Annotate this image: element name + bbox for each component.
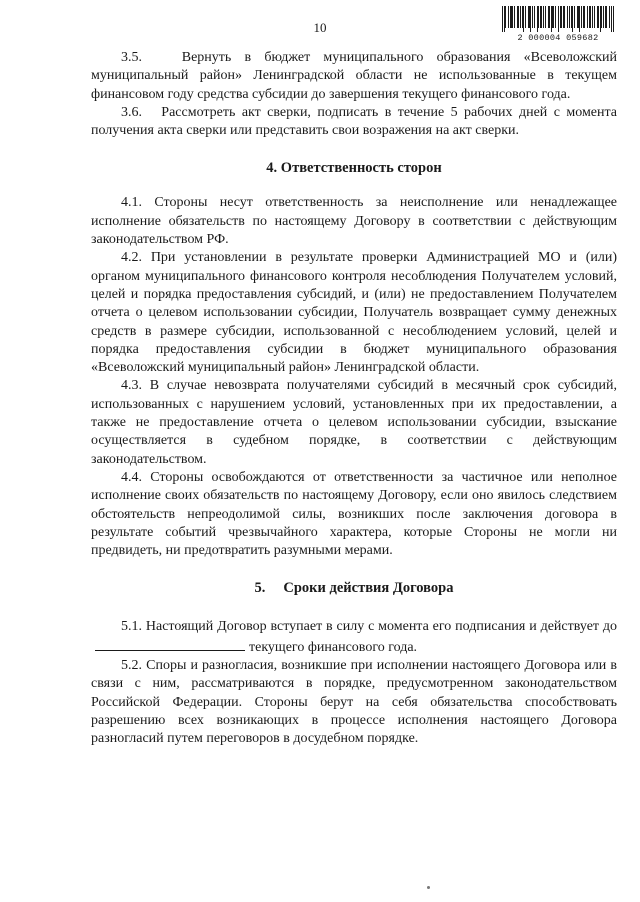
paragraph-3-5	[91, 49, 617, 104]
paragraph-4-3	[91, 377, 617, 468]
paragraph-text: Стороны несут ответственность за неисполнение или ненадлежащее исполнение обязательств по настоящему Договору в соответствии с действующим законодательством РФ.	[91, 195, 618, 248]
barcode	[502, 6, 614, 43]
section-5-title-text: Сроки действия Договора	[283, 580, 454, 597]
paragraph-5-1	[91, 618, 617, 657]
section-5-title	[91, 579, 617, 597]
paragraph-number: 4.3.	[121, 378, 142, 394]
paragraph-number: 3.6.	[121, 104, 142, 120]
section-4-title: 4. Ответственность сторон	[266, 160, 442, 177]
paragraph-text: Споры и разногласия, возникшие при исполнении настоящего Договора или в связи с ним, рассматриваются в порядке, предусмотренном законодательством Российской Федерации. Стороны берут на себя обязательства способствовать разрешению всех возникающих в процессе исполнения настоящего Договора разногласий путем переговоров в досудебном порядке.	[91, 658, 618, 747]
paragraph-text: В случае невозврата получателями субсидий в месячный срок субсидий, использованных с нарушением условий, установленных при их предоставлении, а также не предоставление отчета о целевом использовании субсидии, взыскание осуществляется в судебном порядке, в соответствии с действующим законодательством.	[91, 378, 618, 467]
paragraph-text: Вернуть в бюджет муниципального образования «Всеволожский муниципальный район» Ленинградской области не использованные в текущем финансовом году средства субсидии до завершения текущего финансового года.	[91, 50, 618, 102]
paragraph-4-1	[91, 194, 617, 249]
paragraph-number: 3.5.	[121, 50, 142, 65]
blank-date-line	[95, 637, 245, 651]
paragraph-text: Настоящий Договор вступает в силу с момента его подписания и действует до	[145, 619, 618, 635]
barcode-digits: 2 000004 059682	[517, 33, 599, 43]
paragraph-number: 5.1.	[121, 619, 142, 635]
paragraph-number: 4.2.	[121, 250, 142, 266]
paragraph-number: 4.1.	[121, 195, 142, 211]
scan-speck	[427, 886, 430, 889]
paragraph-text: Рассмотреть акт сверки, подписать в течение 5 рабочих дней с момента получения акта сверки или представить свои возражения на акт сверки.	[91, 104, 618, 139]
paragraph-text: текущего финансового года.	[249, 639, 418, 655]
paragraph-text: Стороны освобождаются от ответственности за частичное или неполное исполнение своих обязательств по настоящему Договору, если оно явилось следствием обстоятельств непреодолимой силы, возникших после заключения договора в результате событий чрезвычайного характера, которые Стороны не могли ни предвидеть, ни предотвратить разумными мерами.	[91, 469, 617, 559]
paragraph-number: 4.4.	[121, 469, 142, 485]
paragraph-number: 5.2.	[121, 658, 142, 674]
paragraph-5-2	[91, 657, 617, 748]
barcode-image	[502, 6, 614, 32]
document-body	[91, 49, 617, 749]
paragraph-4-2	[91, 249, 617, 377]
paragraph-3-6	[91, 104, 617, 141]
paragraph-text: При установлении в результате проверки Администрацией МО и (или) органом муниципального финансового контроля несоблюдения Получателем условий, целей и порядка предоставления субсидий, и (или) не предоставлением Получателем отчета о целевом использовании субсидии, Получатель возвращает сумму денежных средств в размере субсидии, использованной с несоблюдением условий, целей и порядка предоставления субсидии в бюджет муниципального образования «Всеволожский муниципальный район» Ленинградской области.	[91, 250, 617, 376]
section-5-number: 5.	[254, 580, 266, 597]
page-number: 10	[313, 20, 327, 35]
paragraph-4-4	[91, 469, 617, 560]
